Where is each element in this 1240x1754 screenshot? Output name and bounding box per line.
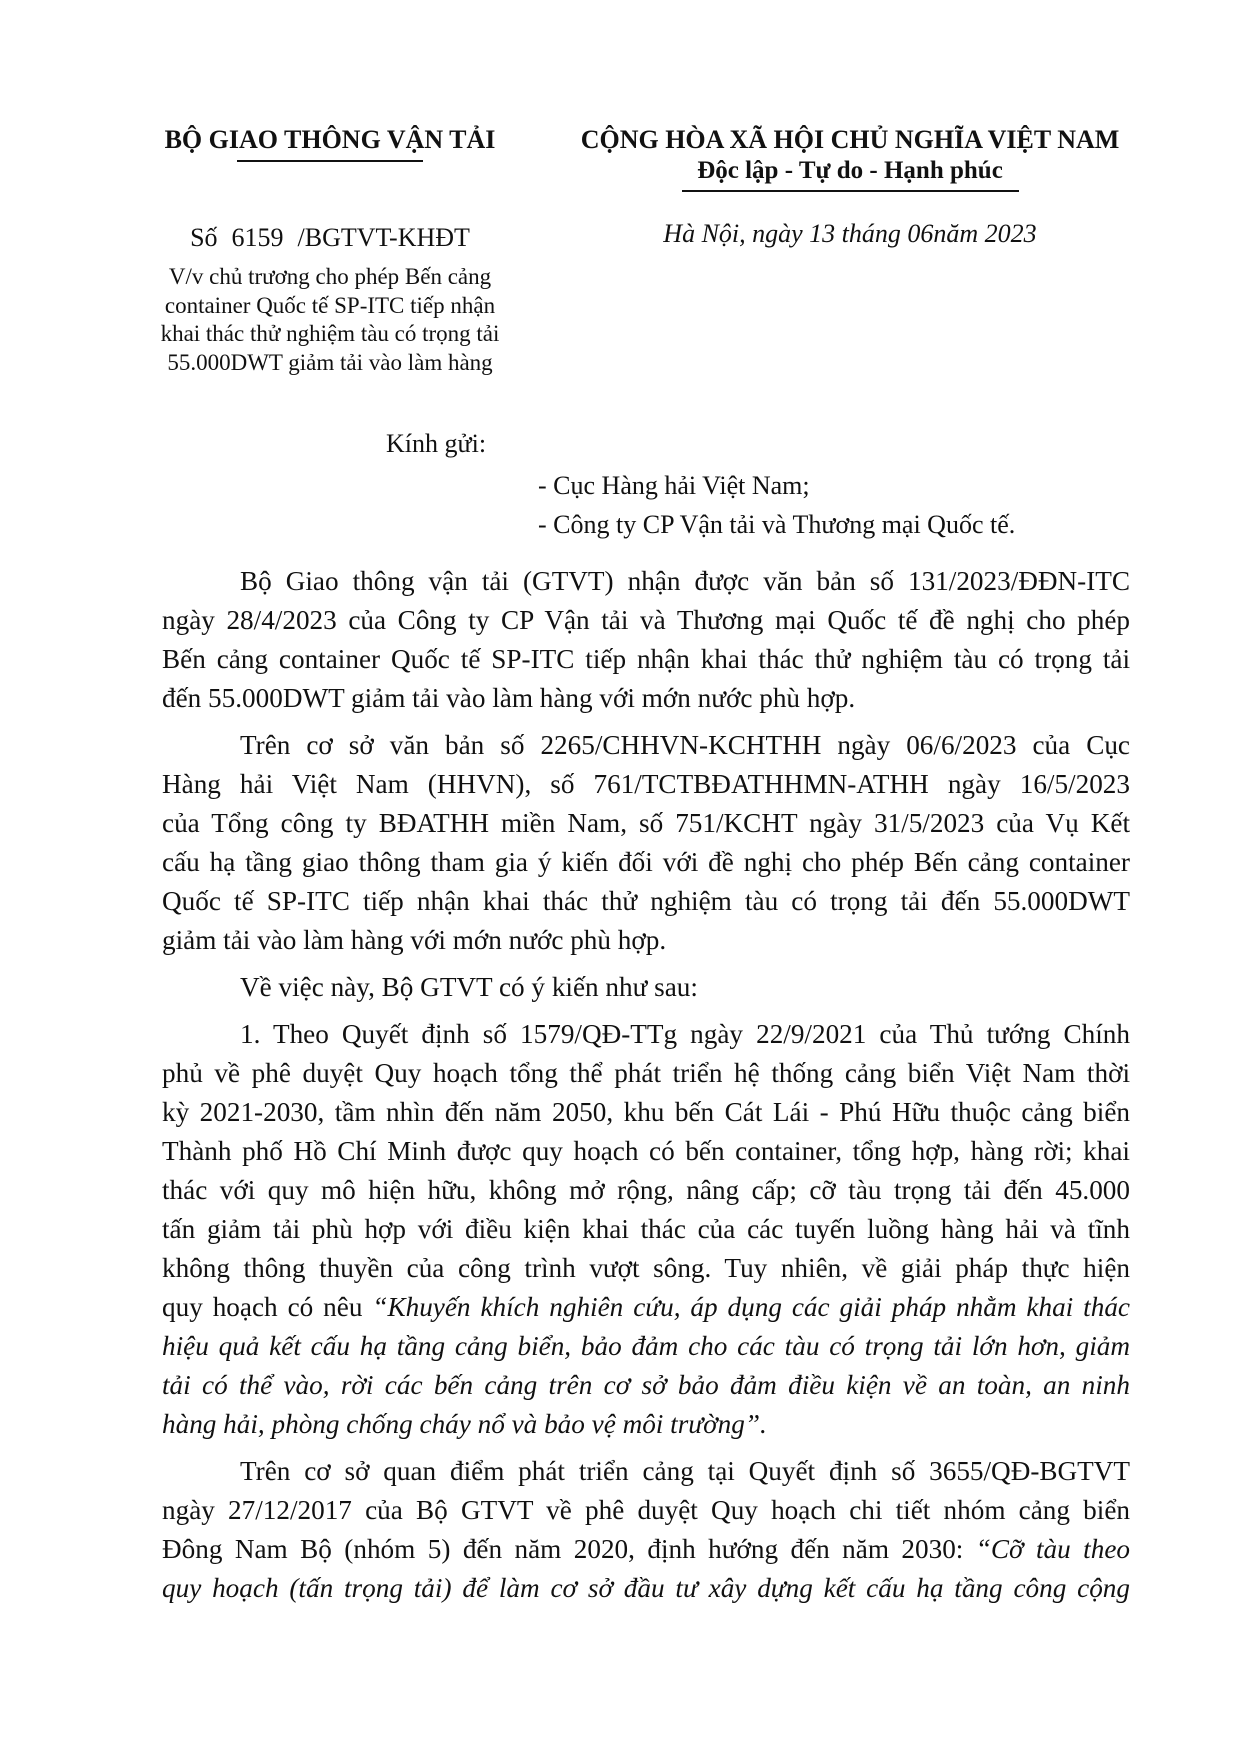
quoted-text: “Cỡ tàu theo — [975, 1534, 1130, 1564]
motto-underline — [682, 190, 1019, 192]
body-line: 1. Theo Quyết định số 1579/QĐ-TTg ngày 22/9/2021 của Thủ tướng Chính — [240, 1019, 1130, 1049]
quoted-text: quy hoạch (tấn trọng tải) để làm cơ sở đầu tư xây dựng kết cấu hạ tầng công cộng — [162, 1573, 1130, 1603]
nation-name: CỘNG HÒA XÃ HỘI CHỦ NGHĨA VIỆT NAM — [580, 125, 1120, 154]
body-line: không thông thuyền của công trình vượt sông. Tuy nhiên, về giải pháp thực hiện — [162, 1253, 1130, 1283]
subject-line: 55.000DWT giảm tải vào làm hàng — [167, 349, 493, 375]
doc-number-suffix: /BGTVT-KHĐT — [297, 223, 470, 252]
plain-text: Đông Nam Bộ (nhóm 5) đến năm 2020, định hướng đến năm 2030: — [162, 1534, 976, 1564]
doc-number-prefix: Số — [190, 223, 218, 252]
body-line: kỳ 2021-2030, tầm nhìn đến năm 2050, khu bến Cát Lái - Phú Hữu thuộc cảng biển — [162, 1097, 1130, 1127]
agency-underline — [237, 160, 423, 162]
body-line: ngày 28/4/2023 của Công ty CP Vận tải và Thương mại Quốc tế đề nghị cho phép — [162, 605, 1130, 635]
body-line: ngày 27/12/2017 của Bộ GTVT về phê duyệt Quy hoạch chi tiết nhóm cảng biển — [162, 1495, 1130, 1525]
body-line: Bộ Giao thông vận tải (GTVT) nhận được văn bản số 131/2023/ĐĐN-ITC — [240, 566, 1130, 596]
body-line-mixed — [162, 1288, 1130, 1327]
body-line: Trên cơ sở văn bản số 2265/CHHVN-KCHTHH ngày 06/6/2023 của Cục — [240, 730, 1130, 760]
quoted-text: “Khuyến khích nghiên cứu, áp dụng các giải pháp nhằm khai thác — [372, 1292, 1130, 1322]
quoted-line — [162, 1569, 1130, 1608]
quoted-text: hàng hải, phòng chống cháy nổ và bảo vệ môi trường”. — [162, 1409, 767, 1439]
body-paragraph — [162, 562, 1130, 718]
document-number — [130, 222, 530, 254]
body-line: Trên cơ sở quan điểm phát triển cảng tại Quyết định số 3655/QĐ-BGTVT — [240, 1456, 1130, 1486]
national-motto: Độc lập - Tự do - Hạnh phúc — [697, 157, 1003, 184]
body-line: tấn giảm tải phù hợp với điều kiện khai thác của các tuyến luồng hàng hải và tĩnh — [162, 1214, 1130, 1244]
body-line: Thành phố Hồ Chí Minh được quy hoạch có bến container, tổng hợp, hàng rời; khai — [162, 1136, 1130, 1166]
national-header-block — [555, 124, 1145, 192]
body-line: giảm tải vào làm hàng với mớn nước phù hợp. — [162, 925, 667, 955]
quoted-line — [162, 1327, 1130, 1366]
issuing-agency: BỘ GIAO THÔNG VẬN TẢI — [164, 125, 496, 154]
body-paragraph — [162, 726, 1130, 960]
document-date: Hà Nội, ngày 13 tháng 06năm 2023 — [663, 219, 1037, 248]
body-line: thác với quy mô hiện hữu, không mở rộng, nâng cấp; cỡ tàu trọng tải đến 45.000 — [162, 1175, 1130, 1205]
body-paragraph — [162, 1452, 1130, 1608]
subject-line: container Quốc tế SP-ITC tiếp nhận — [164, 292, 496, 318]
body-line: Hàng hải Việt Nam (HHVN), số 761/TCTBĐATHHMN-ATHH ngày 16/5/2023 — [162, 769, 1130, 799]
body-line-mixed — [162, 1530, 1130, 1569]
quoted-line — [162, 1405, 1130, 1444]
body-line: Quốc tế SP-ITC tiếp nhận khai thác thử nghiệm tàu có trọng tải đến 55.000DWT — [162, 886, 1130, 916]
body-line: Bến cảng container Quốc tế SP-ITC tiếp nhận khai thác thử nghiệm tàu có trọng tải — [162, 644, 1130, 674]
recipient-item: - Công ty CP Vận tải và Thương mại Quốc tế. — [538, 510, 1016, 539]
body-paragraph — [162, 1015, 1130, 1444]
body-line: Về việc này, Bộ GTVT có ý kiến như sau: — [240, 972, 698, 1002]
body-line: cấu hạ tầng giao thông tham gia ý kiến đối với đề nghị cho phép Bến cảng container — [162, 847, 1130, 877]
recipients-label: Kính gửi: — [386, 429, 487, 458]
quoted-text: hiệu quả kết cấu hạ tầng cảng biển, bảo đảm cho các tàu có trọng tải lớn hơn, giảm — [162, 1331, 1130, 1361]
document-subject — [130, 263, 530, 377]
body-line: đến 55.000DWT giảm tải vào làm hàng với mớn nước phù hợp. — [162, 683, 856, 713]
quoted-text: tải có thể vào, rời các bến cảng trên cơ sở bảo đảm điều kiện về an toàn, an ninh — [162, 1370, 1130, 1400]
issuing-agency-block — [130, 124, 530, 162]
body-line: phủ về phê duyệt Quy hoạch tổng thể phát triển hệ thống cảng biển Việt Nam thời — [162, 1058, 1130, 1088]
plain-text: quy hoạch có nêu — [162, 1292, 373, 1322]
quoted-line — [162, 1366, 1130, 1405]
body-line: của Tổng công ty BĐATHH miền Nam, số 751/KCHT ngày 31/5/2023 của Vụ Kết — [162, 808, 1130, 838]
body-paragraph — [162, 968, 1130, 1007]
recipient-item: - Cục Hàng hải Việt Nam; — [538, 471, 810, 500]
subject-line: khai thác thử nghiệm tàu có trọng tải — [160, 321, 500, 346]
subject-line: V/v chủ trương cho phép Bến cảng — [168, 264, 492, 289]
doc-number-value: 6159 — [231, 223, 284, 252]
document-body — [162, 562, 1130, 1616]
